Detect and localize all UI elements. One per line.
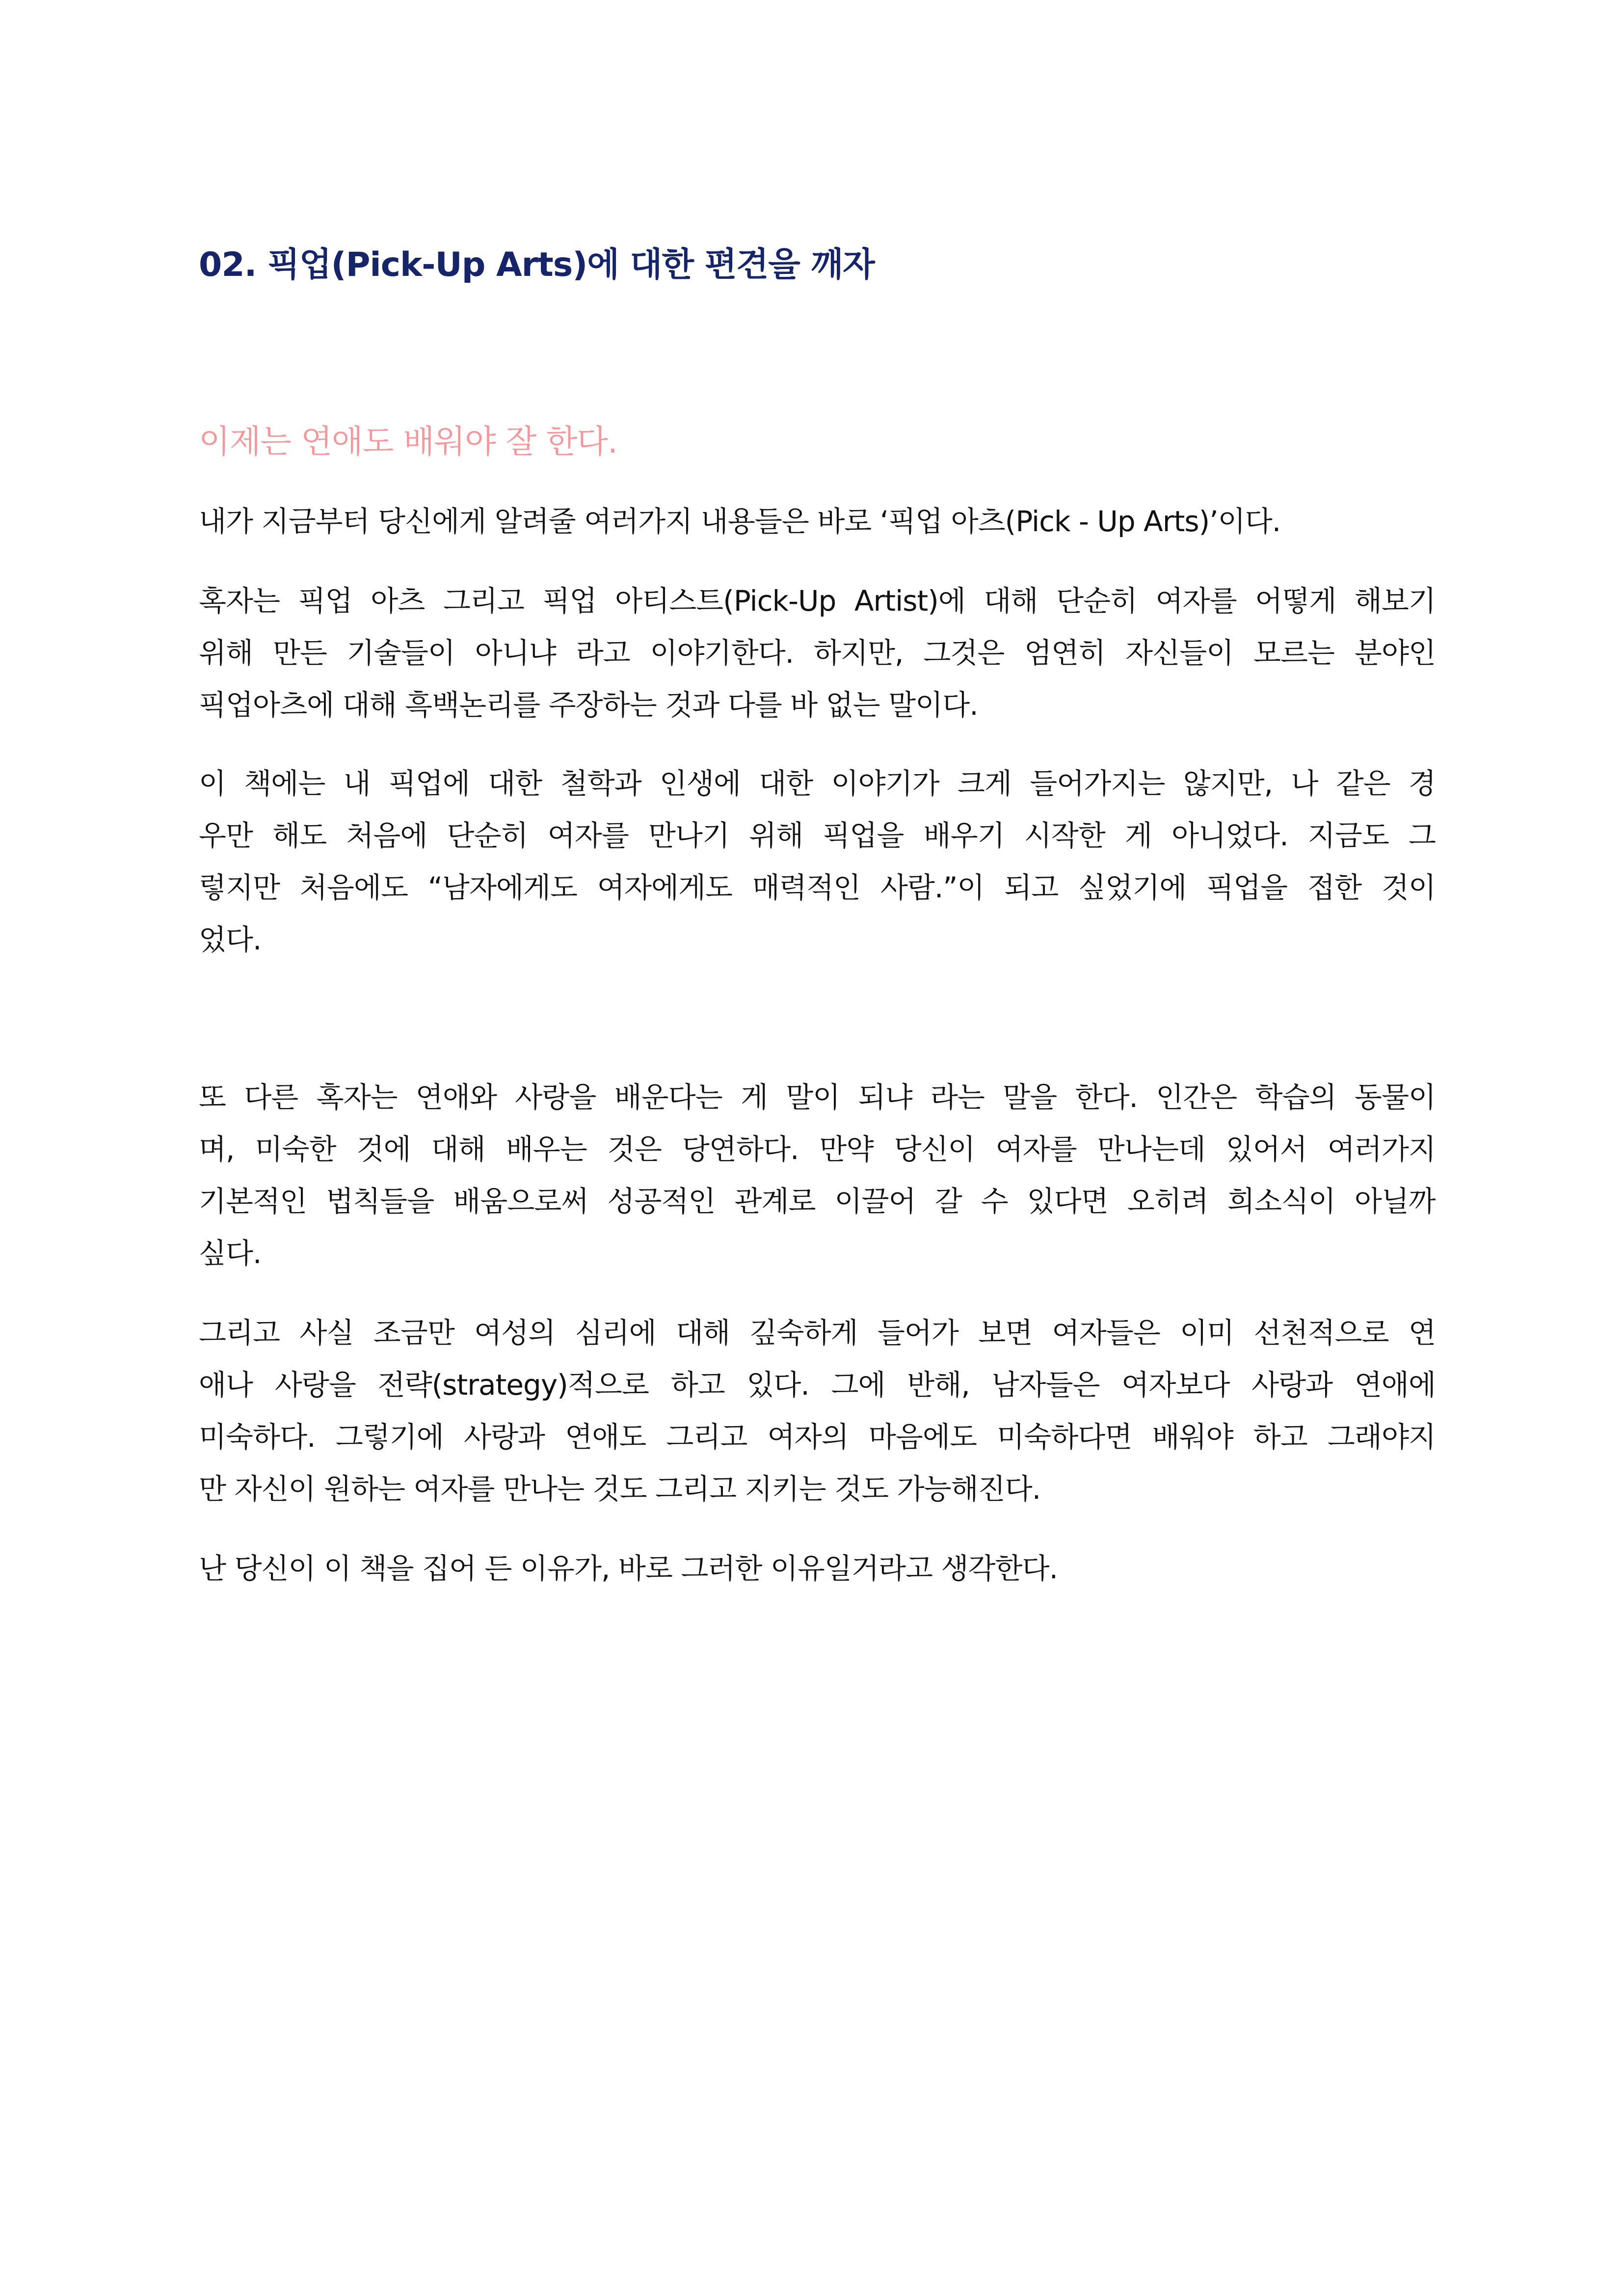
paragraph-line: 며, 미숙한 것에 대해 배우는 것은 당연하다. 만약 당신이 여자를 만나는데 있어서 여러가지 (199, 1133, 1436, 1166)
paragraph-line: 우만 해도 처음에 단순히 여자를 만나기 위해 픽업을 배우기 시작한 게 아니었다. 지금도 그 (199, 819, 1436, 852)
paragraph-line: 혹자는 픽업 아츠 그리고 픽업 아티스트(Pick-Up Artist)에 대해 단순히 여자를 어떻게 해보기 (199, 584, 1436, 618)
paragraph-line: 난 당신이 이 책을 집어 든 이유가, 바로 그러한 이유일거라고 생각한다. (199, 1552, 1058, 1585)
paragraph (199, 1307, 1436, 1515)
paragraph-line: 픽업아츠에 대해 흑백논리를 주장하는 것과 다를 바 없는 말이다. (199, 688, 978, 722)
paragraph-line: 이 책에는 내 픽업에 대한 철학과 인생에 대한 이야기가 크게 들어가지는 않지만, 나 같은 경 (199, 767, 1436, 800)
section-title: 02. 픽업(Pick-Up Arts)에 대한 편견을 깨자 (199, 245, 875, 284)
section-subtitle: 이제는 연애도 배워야 잘 한다. (199, 423, 617, 460)
paragraph-line: 싶다. (199, 1237, 262, 1270)
paragraph-line: 내가 지금부터 당신에게 알려줄 여러가지 내용들은 바로 ‘픽업 아츠(Pick - Up Arts)’이다. (199, 505, 1281, 538)
paragraph-line: 었다. (199, 923, 262, 956)
paragraph-line: 만 자신이 원하는 여자를 만나는 것도 그리고 지키는 것도 가능해진다. (199, 1472, 1041, 1506)
paragraph-line: 위해 만든 기술들이 아니냐 라고 이야기한다. 하지만, 그것은 엄연히 자신들이 모르는 분야인 (199, 636, 1436, 670)
paragraph-line: 또 다른 혹자는 연애와 사랑을 배운다는 게 말이 되냐 라는 말을 한다. 인간은 학습의 동물이 (199, 1080, 1436, 1114)
paragraph-line: 미숙하다. 그렇기에 사랑과 연애도 그리고 여자의 마음에도 미숙하다면 배워야 하고 그래야지 (199, 1420, 1436, 1454)
paragraph (199, 575, 1436, 731)
paragraph-line: 렇지만 처음에도 “남자에게도 여자에게도 매력적인 사람.”이 되고 싶었기에 픽업을 접한 것이 (199, 871, 1436, 904)
paragraph (199, 1542, 1436, 1594)
paragraph-line: 그리고 사실 조금만 여성의 심리에 대해 깊숙하게 들어가 보면 여자들은 이미 선천적으로 연 (199, 1316, 1436, 1350)
paragraph-line: 기본적인 법칙들을 배움으로써 성공적인 관계로 이끌어 갈 수 있다면 오히려 희소식이 아닐까 (199, 1185, 1436, 1218)
paragraph (199, 757, 1436, 966)
paragraph (199, 495, 1436, 547)
paragraph-line: 애나 사랑을 전략(strategy)적으로 하고 있다. 그에 반해, 남자들은 여자보다 사랑과 연애에 (199, 1368, 1436, 1402)
paragraph (199, 1071, 1436, 1279)
